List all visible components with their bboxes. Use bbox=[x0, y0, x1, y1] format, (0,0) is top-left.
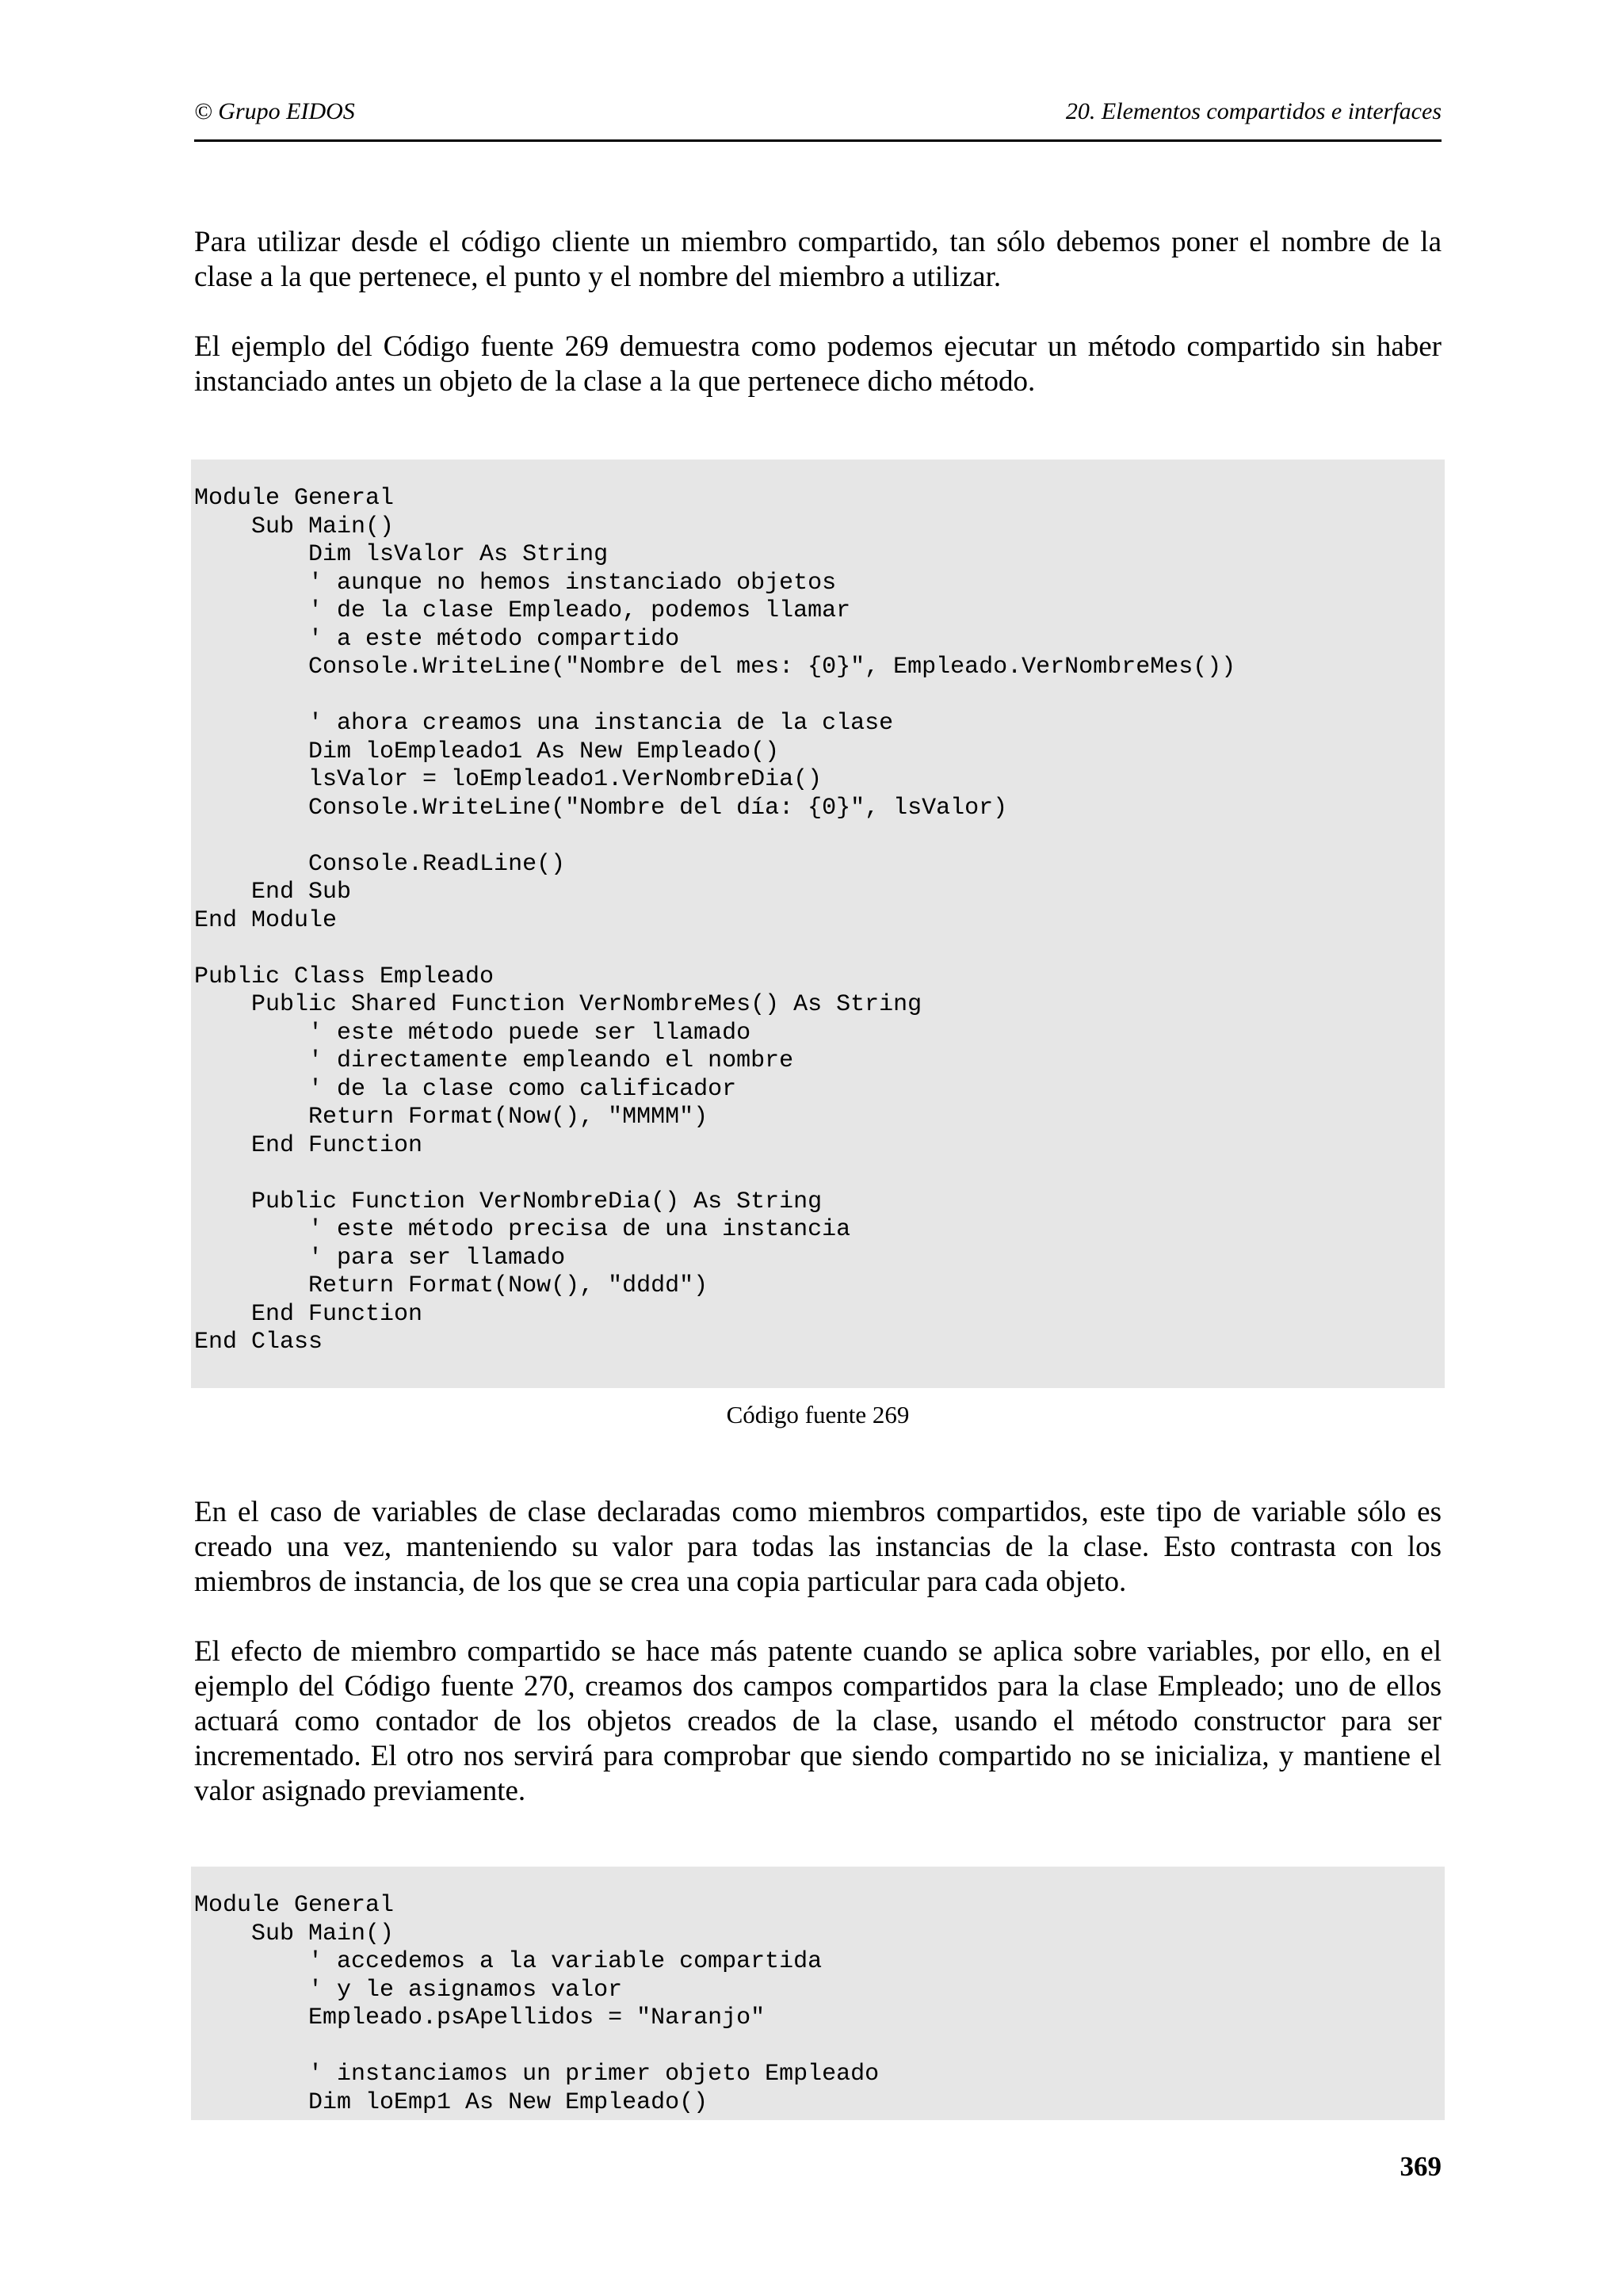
paragraph-4: El efecto de miembro compartido se hace más patente cuando se aplica sobre variables, por ello, en el ejemplo del Código fuente 270, creamos dos campos compartidos para la clase Empleado; uno de ellos actuará como contador de los objetos creados de la clase, usando el método constructor para ser incrementado. El otro nos servirá para comprobar que siendo compartido no se inicializa, y mantiene el valor asignado previamente. bbox=[194, 1635, 1442, 1807]
code-block-270 bbox=[191, 1867, 1445, 2120]
paragraph-1: Para utilizar desde el código cliente un miembro compartido, tan sólo debemos poner el nombre de la clase a la que pertenece, el punto y el nombre del miembro a utilizar. bbox=[194, 226, 1442, 293]
code-listing-270: Module General Sub Main() ' accedemos a la variable compartida ' y le asignamos valor Empleado.psApellidos = "Naranjo" ' instanciamos un primer objeto Empleado Dim loEmp1 As New Empleado() bbox=[194, 1892, 880, 2116]
paragraph-3: En el caso de variables de clase declaradas como miembros compartidos, este tipo de variable sólo es creado una vez, manteniendo su valor para todas las instancias de la clase. Esto contrasta con los miembros de instancia, de los que se crea una copia particular para cada objeto. bbox=[194, 1496, 1442, 1598]
header-publisher: © Grupo EIDOS bbox=[194, 98, 355, 124]
code-listing-269: Module General Sub Main() Dim lsValor As String ' aunque no hemos instanciado objetos ' de la clase Empleado, podemos llamar ' a este método compartido Console.WriteLine("Nombre del mes: {0}", Empleado.VerNombreMes()) ' ahora creamos una instancia de la clase Dim loEmpleado1 As New Empleado() lsValor = loEmpleado1.VerNombreDia() Console.WriteLine("Nombre del día: {0}", lsValor) Console.ReadLine() End Sub End Module Public Class Empleado Public Shared Function VerNombreMes() As String ' este método puede ser llamado ' directamente empleando el nombre ' de la clase como calificador Return Format(Now(), "MMMM") End Function Public Function VerNombreDia() As String ' este método precisa de una instancia ' para ser llamado Return Format(Now(), "dddd") End Function End Class bbox=[194, 485, 1236, 1356]
paragraph-2: El ejemplo del Código fuente 269 demuestra como podemos ejecutar un método compartido sin haber instanciado antes un objeto de la clase a la que pertenece dicho método. bbox=[194, 330, 1442, 398]
page-header bbox=[194, 93, 1442, 142]
header-chapter-title: 20. Elementos compartidos e interfaces bbox=[1065, 98, 1442, 124]
code-caption-269: Código fuente 269 bbox=[726, 1401, 910, 1428]
page-number: 369 bbox=[1400, 2151, 1442, 2182]
code-block-269 bbox=[191, 460, 1445, 1388]
